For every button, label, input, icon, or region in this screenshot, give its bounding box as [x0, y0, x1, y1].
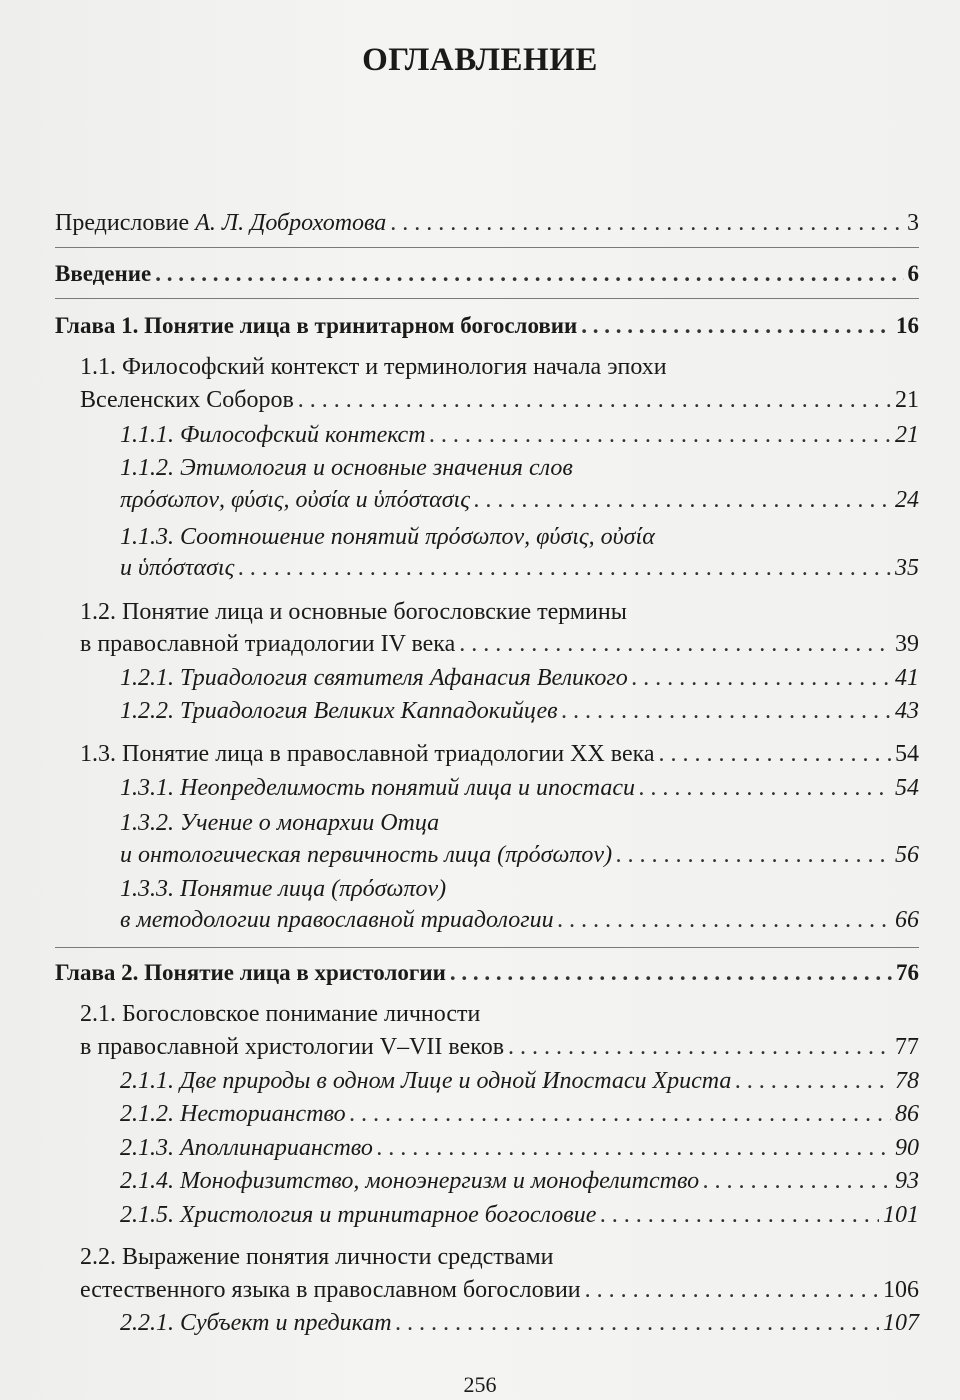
- toc-entry-1-2[interactable]: [80, 629, 919, 659]
- toc-page-number: 86: [895, 1101, 919, 1127]
- toc-entry-label: Глава 2. Понятие лица в христологии: [55, 960, 446, 985]
- page-number: 256: [463, 1372, 497, 1397]
- toc-entry-chapter-1[interactable]: [55, 311, 919, 341]
- toc-dot-leader: [390, 208, 903, 238]
- toc-entry-label-line: 1.1. Философский контекст и терминология начала эпохи: [80, 354, 667, 380]
- divider: [55, 298, 919, 299]
- toc-entry-label-line: 2.1. Богословское понимание личности: [80, 1001, 481, 1027]
- toc-entry-2-1-1[interactable]: [120, 1066, 919, 1096]
- toc-dot-leader: [558, 905, 891, 935]
- toc-entry-label-line: 1.3.2. Учение о монархии Отца: [120, 810, 440, 836]
- toc-page-number: 106: [883, 1277, 919, 1303]
- toc-dot-leader: [616, 840, 891, 870]
- toc-entry-2-1[interactable]: [80, 1032, 919, 1062]
- toc-entry-1-1-1[interactable]: [120, 420, 919, 450]
- toc-entry-author: А. Л. Доброхотова: [195, 210, 387, 236]
- divider: [55, 947, 919, 948]
- toc-entry-label: 2.1.3. Аполлинарианство: [120, 1135, 373, 1161]
- toc-entry-1-1[interactable]: [80, 385, 919, 415]
- toc-entry-2-2[interactable]: [80, 1275, 919, 1305]
- toc-page-number: 35: [895, 555, 919, 581]
- toc-dot-leader: [585, 1275, 879, 1305]
- toc-entry-label: πρόσωπον, φύσις, οὐσία и ὑπόστασις: [120, 487, 470, 513]
- page-title: ОГЛАВЛЕНИЕ: [362, 42, 598, 78]
- toc-entry-introduction[interactable]: [55, 259, 919, 289]
- toc-entry-label: 1.2.1. Триадология святителя Афанасия Великого: [120, 665, 628, 691]
- toc-page-number: 3: [907, 210, 919, 236]
- toc-entry-label-line: 1.1.3. Соотношение понятий πρόσωπον, φύσις, οὐσία: [120, 524, 655, 550]
- toc-page-number: 77: [895, 1034, 919, 1060]
- toc-page-number: 56: [895, 842, 919, 868]
- toc-entry-2-1-5[interactable]: [120, 1200, 919, 1230]
- toc-entry-label: в православной триадологии IV века: [80, 631, 456, 657]
- toc-entry-label: 2.2.1. Субъект и предикат: [120, 1310, 392, 1336]
- toc-dot-leader: [581, 311, 892, 341]
- toc-entry-2-1-2[interactable]: [120, 1099, 919, 1129]
- toc-dot-leader: [600, 1200, 879, 1230]
- toc-entry-label: 1.1.1. Философский контекст: [120, 422, 426, 448]
- toc-dot-leader: [474, 485, 891, 515]
- toc-entry-label-line: 2.2. Выражение понятия личности средствами: [80, 1244, 554, 1270]
- toc-entry-label: 2.1.4. Монофизитство, моноэнергизм и монофелитство: [120, 1168, 700, 1194]
- toc-page-number: 93: [895, 1168, 919, 1194]
- toc-page-number: 54: [895, 741, 919, 767]
- toc-dot-leader: [238, 553, 891, 583]
- toc-page-number: 39: [895, 631, 919, 657]
- toc-dot-leader: [659, 739, 891, 769]
- toc-dot-leader: [508, 1032, 891, 1062]
- toc-entry-1-1-2[interactable]: [120, 485, 919, 515]
- toc-entry-label: в методологии православной триадологии: [120, 907, 554, 933]
- toc-page-number: 90: [895, 1135, 919, 1161]
- toc-page-number: 78: [895, 1068, 919, 1094]
- divider: [55, 247, 919, 248]
- toc-entry-label-line: 1.2. Понятие лица и основные богословские термины: [80, 599, 627, 625]
- toc-page-number: 54: [895, 775, 919, 801]
- toc-entry-label: Введение: [55, 261, 152, 286]
- toc-entry-label: Вселенских Соборов: [80, 387, 294, 413]
- toc-entry-label-line: 1.1.2. Этимология и основные значения слов: [120, 455, 573, 481]
- toc-page-number: 6: [907, 261, 919, 286]
- toc-dot-leader: [632, 663, 891, 693]
- toc-entry-2-1-4[interactable]: [120, 1166, 919, 1196]
- toc-page-number: 43: [895, 698, 919, 724]
- toc-entry-label-line: 1.3.3. Понятие лица (πρόσωπον): [120, 876, 447, 902]
- toc-entry-1-2-1[interactable]: [120, 663, 919, 693]
- toc-dot-leader: [735, 1066, 891, 1096]
- toc-entry-label: 2.1.2. Несторианство: [120, 1101, 346, 1127]
- toc-dot-leader: [377, 1133, 891, 1163]
- toc-dot-leader: [639, 773, 891, 803]
- toc-entry-label: Глава 1. Понятие лица в тринитарном богословии: [55, 313, 578, 338]
- toc-page-number: 21: [895, 387, 919, 413]
- toc-page-number: 66: [895, 907, 919, 933]
- toc-entry-1-3-2[interactable]: [120, 840, 919, 870]
- toc-entry-label: в православной христологии V–VII веков: [80, 1034, 505, 1060]
- toc-page-number: 101: [883, 1202, 919, 1228]
- toc-dot-leader: [430, 420, 891, 450]
- toc-entry-label: 1.3. Понятие лица в православной триадологии XX века: [80, 741, 655, 767]
- toc-entry-label: 1.3.1. Неопределимость понятий лица и ипостаси: [120, 775, 635, 801]
- toc-entry-label: Предисловие: [55, 210, 196, 236]
- toc-entry-1-1-3[interactable]: [120, 553, 919, 583]
- toc-entry-1-2-2[interactable]: [120, 696, 919, 726]
- toc-entry-label: и онтологическая первичность лица (πρόσωπον): [120, 842, 613, 868]
- toc-entry-label: 1.2.2. Триадология Великих Каппадокийцев: [120, 698, 558, 724]
- toc-dot-leader: [459, 629, 891, 659]
- toc-entry-label: естественного языка в православном богословии: [80, 1277, 581, 1303]
- toc-dot-leader: [703, 1166, 891, 1196]
- toc-entry-2-2-1[interactable]: [120, 1308, 919, 1338]
- toc-dot-leader: [155, 259, 903, 289]
- toc-page-number: 107: [883, 1310, 919, 1336]
- toc-entry-label: и ὑπόστασις: [120, 555, 235, 581]
- toc-entry-1-3-1[interactable]: [120, 773, 919, 803]
- toc-dot-leader: [350, 1099, 891, 1129]
- toc-dot-leader: [298, 385, 891, 415]
- toc-dot-leader: [450, 958, 892, 988]
- toc-entry-label: 2.1.5. Христология и тринитарное богословие: [120, 1202, 597, 1228]
- toc-page-number: 76: [896, 960, 919, 985]
- toc-entry-chapter-2[interactable]: [55, 958, 919, 988]
- toc-page-number: 16: [896, 313, 919, 338]
- toc-page-number: 21: [895, 422, 919, 448]
- toc-dot-leader: [562, 696, 891, 726]
- toc-page-number: 41: [895, 665, 919, 691]
- toc-entry-label: 2.1.1. Две природы в одном Лице и одной Ипостаси Христа: [120, 1068, 732, 1094]
- toc-entry-preface[interactable]: [55, 208, 919, 238]
- toc-page-number: 24: [895, 487, 919, 513]
- toc-entry-2-1-3[interactable]: [120, 1133, 919, 1163]
- toc-dot-leader: [396, 1308, 879, 1338]
- toc-entry-1-3-3[interactable]: [120, 905, 919, 935]
- toc-entry-1-3[interactable]: [80, 739, 919, 769]
